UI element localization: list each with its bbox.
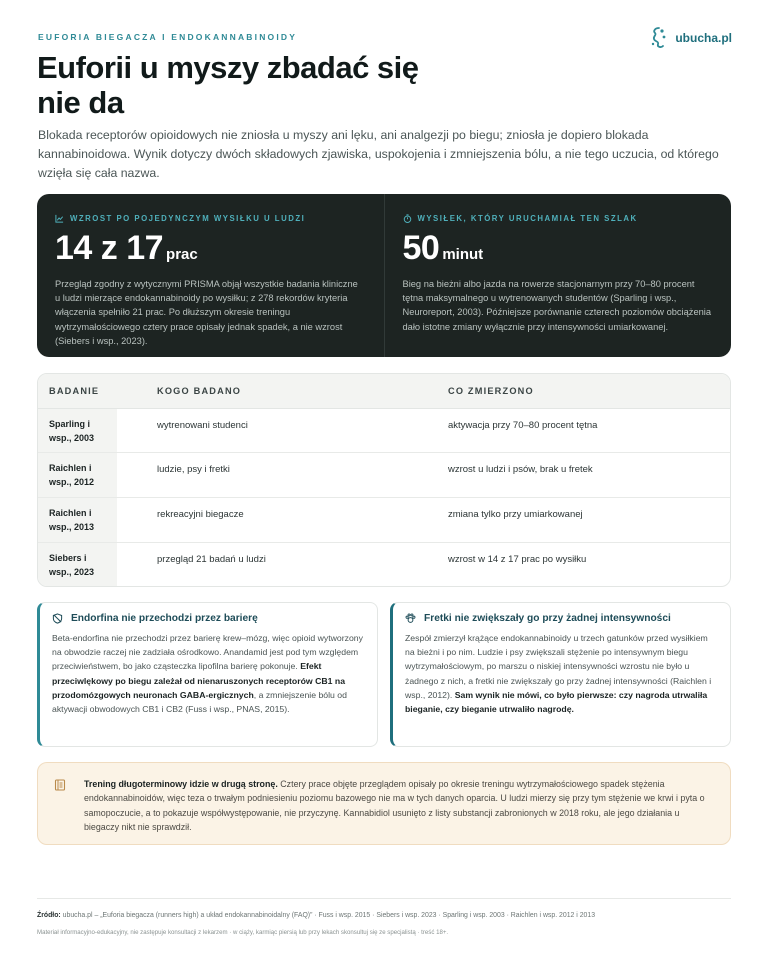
stat-block-studies [37, 194, 384, 357]
table-header-row [38, 374, 730, 408]
table-cell-measure: wzrost u ludzi i psów, brak u fretek [437, 452, 730, 497]
stat-unit: prac [166, 246, 198, 263]
table-cell-subjects: rekreacyjni biegacze [117, 497, 437, 542]
table-cell-study: Raichlen i wsp., 2013 [38, 497, 117, 542]
page-title: Euforii u myszy zbadać się nie da [37, 50, 419, 120]
table-row [38, 452, 730, 497]
source-label: Źródło: [37, 912, 61, 919]
table-cell-subjects: wytrenowani studenci [157, 419, 248, 431]
notebook-icon [54, 779, 66, 791]
table-cell-measure: zmiana tylko przy umiarkowanej [437, 497, 730, 542]
brand-mark-icon [649, 26, 669, 50]
lead-paragraph: Blokada receptorów opioidowych nie zniosła u myszy ani lęku, ani analgezji po biegu; zniosła je dopiero blokada kannabinoidowa. Wynik dotyczy dwóch składowych zjawiska, uspokojenia i zmniejszenia bólu, a nie tego uczucia, od którego wzięła się cała nazwa. [38, 128, 719, 180]
footer-divider [37, 898, 731, 899]
trend-chart-icon [55, 214, 64, 223]
card-body [405, 631, 717, 716]
table-cell-study: Sparling i wsp., 2003 [38, 408, 117, 452]
brand-logo[interactable] [649, 26, 732, 50]
table-cell-subjects: ludzie, psy i fretki [117, 452, 437, 497]
table-row [38, 408, 730, 452]
card-body-text: , a zmniejszenie bólu od aktywacji obwodowych CB1 i CB2 (Fuss i wsp., PNAS, 2015). [52, 689, 347, 715]
table-header: CO ZMIERZONO [437, 374, 730, 408]
table-cell-subjects: przegląd 21 badań u ludzi [117, 542, 437, 586]
stat-label-text: WYSIŁEK, KTÓRY URUCHAMIAŁ TEN SZLAK [417, 214, 638, 223]
table-cell-study: Siebers i wsp., 2023 [38, 542, 117, 586]
info-card-ferrets [390, 602, 731, 747]
studies-table [37, 373, 731, 587]
stat-value [55, 230, 366, 273]
stat-unit: minut [442, 246, 484, 263]
card-title: Endorfina nie przechodzi przez barierę [71, 613, 258, 624]
stat-value [403, 230, 714, 273]
card-body-text: Beta-endorfina nie przechodzi przez barierę krew–mózg, więc opioid wytworzony na obwodzie raczej nie zadziała ośrodkowo. Anandamid jest pod tym względem przeciwieństwem, bo jako cząsteczka lipofilna barierę pokonuje. [52, 633, 363, 672]
disclaimer: Materiał informacyjno-edukacyjny, nie zastępuje konsultacji z lekarzem · w ciąży, karmiąc piersią lub przy lekach skonsultuj się ze specjalistą · treść 18+. [37, 929, 449, 936]
table-header: KOGO BADANO [117, 374, 437, 408]
stat-block-duration [384, 194, 732, 357]
stopwatch-icon [403, 214, 412, 223]
table-cell-measure: aktywacja przy 70–80 procent tętna [448, 419, 598, 431]
stat-number: 50 [402, 229, 440, 267]
stat-number: 14 z 17 [55, 229, 164, 267]
table-cell-measure: wzrost w 14 z 17 prac po wysiłku [437, 542, 730, 586]
card-heading [405, 613, 717, 624]
source-line [37, 912, 737, 919]
source-text: ubucha.pl – „Euforia biegacza (runners high) a układ endokannabinoidalny (FAQ)” · Fuss i wsp. 2015 · Siebers i wsp. 2023 · Sparling i wsp. 2003 · Raichlen i wsp. 2012 i 2013 [60, 912, 596, 919]
training-note [37, 762, 731, 845]
stat-label [403, 214, 714, 223]
stat-label-text: WZROST PO POJEDYNCZYM WYSIŁKU U LUDZI [70, 214, 306, 223]
table-row [38, 542, 730, 586]
table-cell-study: Raichlen i wsp., 2012 [38, 452, 117, 497]
info-card-endorphin [37, 602, 378, 747]
stat-description: Przegląd zgodny z wytycznymi PRISMA objął wszystkie badania kliniczne u ludzi mierzące endokannabinoidy po wysiłku; z 278 rekordów kryteria włączenia spełniło 21 prac. Po dłuższym okresie treningu wytrzymałościowego cztery prace opisały jednak spadek, a nie wzrost (Siebers i wsp., 2023). [55, 279, 358, 346]
table-row [38, 497, 730, 542]
note-text [84, 777, 710, 835]
stats-panel [37, 194, 731, 357]
paw-icon [405, 613, 416, 624]
card-body [52, 631, 364, 716]
note-emphasis: Trening długoterminowy idzie w drugą stronę. [84, 779, 278, 789]
card-title: Fretki nie zwiększały go przy żadnej intensywności [424, 613, 671, 624]
note-body: Cztery prace objęte przeglądem opisały po okresie treningu wytrzymałościowego spadek stężenia endokannabinoidów, więc teza o trwałym podniesieniu poziomu bazowego nie ma w tych danych oparcia. U ludzi mierzy się przy tym stężenie we krwi i pyta o samopoczucie, a to pokazuje współwystępowanie, nie przyczynę. Kannabidiol usunięto z listy substancji zabronionych w 2018 roku, ale jego działania u biegaczy nikt nie sprawdził. [84, 779, 705, 833]
stat-label [55, 214, 366, 223]
card-body-text: Zespół zmierzył krążące endokannabinoidy u trzech gatunków przed wysiłkiem na bieżni i po nim. Ludzie i psy zwiększali stężenie po intensywnym biegu wytrzymałościowym, po marszu o niskiej intensywności wzrostu nie było u żadnego z nich, a fretki nie zwiększały go przy żadnej intensywności (Raichlen i wsp., 2012). [405, 633, 712, 700]
card-body-emphasis: Efekt przeciwlękowy po biegu zależał od nienaruszonych receptorów CB1 na przodomózgowych neuronach GABA-ergicznych [52, 661, 346, 700]
brand-name: ubucha.pl [675, 31, 732, 45]
table-header: BADANIE [38, 374, 117, 408]
shield-off-icon [52, 613, 63, 624]
stat-description: Bieg na bieżni albo jazda na rowerze stacjonarnym przy 70–80 procent tętna maksymalnego u wytrenowanych studentów (Sparling i wsp., Neuroreport, 2003). Późniejsze porównanie czterech poziomów obciążenia dało istotne zmiany wyłącznie przy intensywności umiarkowanej. [402, 279, 712, 332]
card-heading [52, 613, 364, 624]
card-body-emphasis: Sam wynik nie mówi, co było pierwsze: czy nagroda utrwaliła bieganie, czy bieganie utrwaliło nagrodę. [405, 689, 708, 715]
eyebrow: EUFORIA BIEGACZA I ENDOKANNABINOIDY [38, 32, 298, 42]
